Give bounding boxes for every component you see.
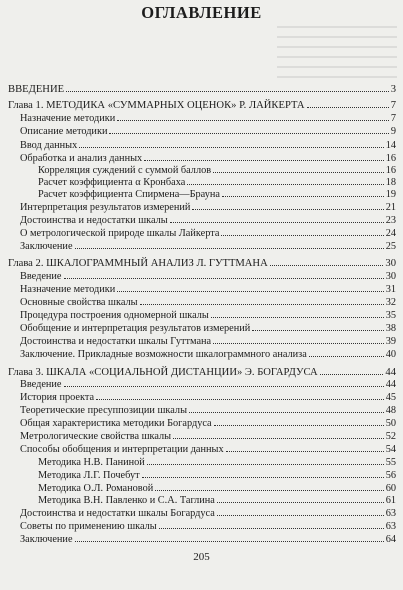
toc-entry-page: 3 [390,84,396,95]
toc-entry-title: Глава 2. ШКАЛОГРАММНЫЙ АНАЛИЗ Л. ГУТТМАНА [8,258,268,269]
dot-leader [159,520,384,529]
toc-entry [20,404,396,416]
dot-leader [147,456,384,465]
toc-entry-title: Достоинства и недостатки шкалы Гуттмана [20,336,212,347]
dot-leader [270,257,384,266]
toc-entry [20,335,396,347]
dot-leader [64,270,384,279]
toc-chapter-entry [8,83,396,95]
toc-entry-title: Глава 1. МЕТОДИКА «СУММАРНЫХ ОЦЕНОК» Р. ЛАЙКЕРТА [8,100,305,111]
dot-leader [75,240,384,249]
toc-chapter-entry [8,257,396,269]
toc-entry-title: Интерпретация результатов измерений [20,202,191,213]
toc-entry-title: Основные свойства шкалы [20,297,138,308]
toc-entry [20,296,396,308]
toc-entry-page: 55 [385,457,396,468]
dot-leader [222,188,384,197]
toc-entry-page: 50 [385,418,396,429]
dot-leader [173,430,384,439]
toc-entry [20,152,396,164]
toc-entry-title: Методика О.Л. Романовой [38,483,154,494]
toc-entry [20,309,396,321]
toc-entry [20,240,396,252]
toc-entry-title: О метрологической природе шкалы Лайкерта [20,228,220,239]
toc-entry-title: Введение [20,271,62,282]
toc-entry-page: 14 [385,140,396,151]
toc-entry-page: 19 [385,189,396,200]
toc-entry [20,430,396,442]
toc-chapter-entry [8,366,396,378]
toc-entry-title: Корреляция суждений с суммой баллов [38,165,212,176]
toc-entry [20,227,396,239]
dot-leader [79,139,383,148]
toc-entry [20,520,396,532]
toc-entry-title: Расчет коэффициента Спирмена—Брауна [38,189,220,200]
toc-entry-page: 54 [385,444,396,455]
toc-entry [38,188,396,200]
dot-leader [221,227,383,236]
toc-entry-page: 40 [385,349,396,360]
dot-leader [252,322,383,331]
dot-leader [144,152,384,161]
toc-entry-page: 18 [385,177,396,188]
toc-entry-title: Заключение. Прикладные возможности шкалограммного анализа [20,349,307,360]
toc-entry-page: 24 [385,228,396,239]
toc-entry-title: Методика Н.В. Паниной [38,457,145,468]
toc-entry-page: 56 [385,470,396,481]
toc-entry [38,456,396,468]
toc-entry [20,348,396,360]
toc-entry [38,164,396,176]
toc-entry-page: 30 [385,271,396,282]
toc-entry-title: Назначение методики [20,113,116,124]
toc-entry-page: 9 [390,126,396,137]
toc-entry-page: 25 [385,241,396,252]
dot-leader [155,482,383,491]
toc-entry-page: 30 [385,258,396,269]
dot-leader [320,366,384,375]
toc-entry-page: 44 [385,367,396,378]
toc-entry-title: Способы обобщения и интерпретации данных [20,444,224,455]
toc-entry-title: Описание методики [20,126,108,137]
toc-entry-page: 44 [385,379,396,390]
toc-entry-page: 23 [385,215,396,226]
toc-entry-page: 45 [385,392,396,403]
toc-entry-title: Назначение методики [20,284,116,295]
dot-leader [75,533,384,542]
toc-entry [20,378,396,390]
toc-entry-page: 63 [385,508,396,519]
dot-leader [217,494,384,503]
toc-entry [20,391,396,403]
toc-entry-page: 31 [385,284,396,295]
dot-leader [213,164,384,173]
toc-entry-title: История проекта [20,392,95,403]
toc-entry-page: 16 [385,153,396,164]
toc-entry-page: 32 [385,297,396,308]
toc-entry-page: 52 [385,431,396,442]
dot-leader [66,83,389,92]
dot-leader [117,283,383,292]
toc-entry [20,270,396,282]
dot-leader [217,507,384,516]
toc-entry-page: 16 [385,165,396,176]
toc-entry-title: Обобщение и интерпретация результатов измерений [20,323,251,334]
toc-entry-title: Советы по применению шкалы [20,521,157,532]
toc-entry [20,443,396,455]
toc-entry-title: Заключение [20,534,73,545]
dot-leader [307,99,389,108]
toc-entry [38,482,396,494]
toc-entry-title: Методика Л.Г. Почебут [38,470,140,481]
toc-entry [38,494,396,506]
toc-entry-title: Методика В.Н. Павленко и С.А. Таглина [38,495,215,506]
toc-entry-page: 21 [385,202,396,213]
dot-leader [189,404,384,413]
toc-entry [20,139,396,151]
toc-entry [20,417,396,429]
toc-entry-page: 48 [385,405,396,416]
toc-entry-title: Процедура построения одномерной шкалы [20,310,209,321]
toc-entry-page: 61 [385,495,396,506]
toc-entry [20,214,396,226]
toc-entry [20,507,396,519]
toc-entry-title: Метрологические свойства шкалы [20,431,172,442]
toc-entry-title: Достоинства и недостатки шкалы [20,215,168,226]
toc-entry-title: Ввод данных [20,140,78,151]
dot-leader [211,309,384,318]
toc-entry-title: Достоинства и недостатки шкалы Богардуса [20,508,215,519]
toc-entry [38,469,396,481]
toc-entry-page: 63 [385,521,396,532]
toc-entry-page: 35 [385,310,396,321]
toc-entry-page: 7 [390,100,396,111]
toc-entry-title: Обработка и анализ данных [20,153,143,164]
toc-entry [20,283,396,295]
toc-entry-title: Теоретические пресуппозиции шкалы [20,405,187,416]
toc-entry [20,533,396,545]
toc-chapter-entry [8,99,396,111]
toc-entry-title: Общая характеристика методики Богардуса [20,418,212,429]
dot-leader [170,214,384,223]
toc-entry [20,322,396,334]
toc-entry-title: Расчет коэффициента α Кронбаха [38,177,186,188]
toc-entry-page: 60 [385,483,396,494]
page-title: ОГЛАВЛЕНИЕ [141,3,262,22]
toc-entry [38,176,396,188]
dot-leader [213,335,384,344]
dot-leader [117,112,389,121]
toc-entry [20,201,396,213]
toc-entry-page: 64 [385,534,396,545]
dot-leader [214,417,384,426]
dot-leader [96,391,384,400]
toc-entry [20,125,396,137]
toc-entry-title: ВВЕДЕНИЕ [8,84,65,95]
dot-leader [142,469,384,478]
dot-leader [192,201,383,210]
dot-leader [187,176,383,185]
toc-entry-page: 39 [385,336,396,347]
toc-entry [20,112,396,124]
dot-leader [64,378,384,387]
toc-entry-page: 38 [385,323,396,334]
toc-entry-title: Заключение [20,241,73,252]
page-number: 205 [193,551,210,563]
toc-entry-title: Глава 3. ШКАЛА «СОЦИАЛЬНОЙ ДИСТАНЦИИ» Э. БОГАРДУСА [8,367,318,378]
dot-leader [109,125,388,134]
dot-leader [140,296,384,305]
dot-leader [226,443,384,452]
dot-leader [309,348,384,357]
toc-entry-title: Введение [20,379,62,390]
toc-entry-page: 7 [390,113,396,124]
